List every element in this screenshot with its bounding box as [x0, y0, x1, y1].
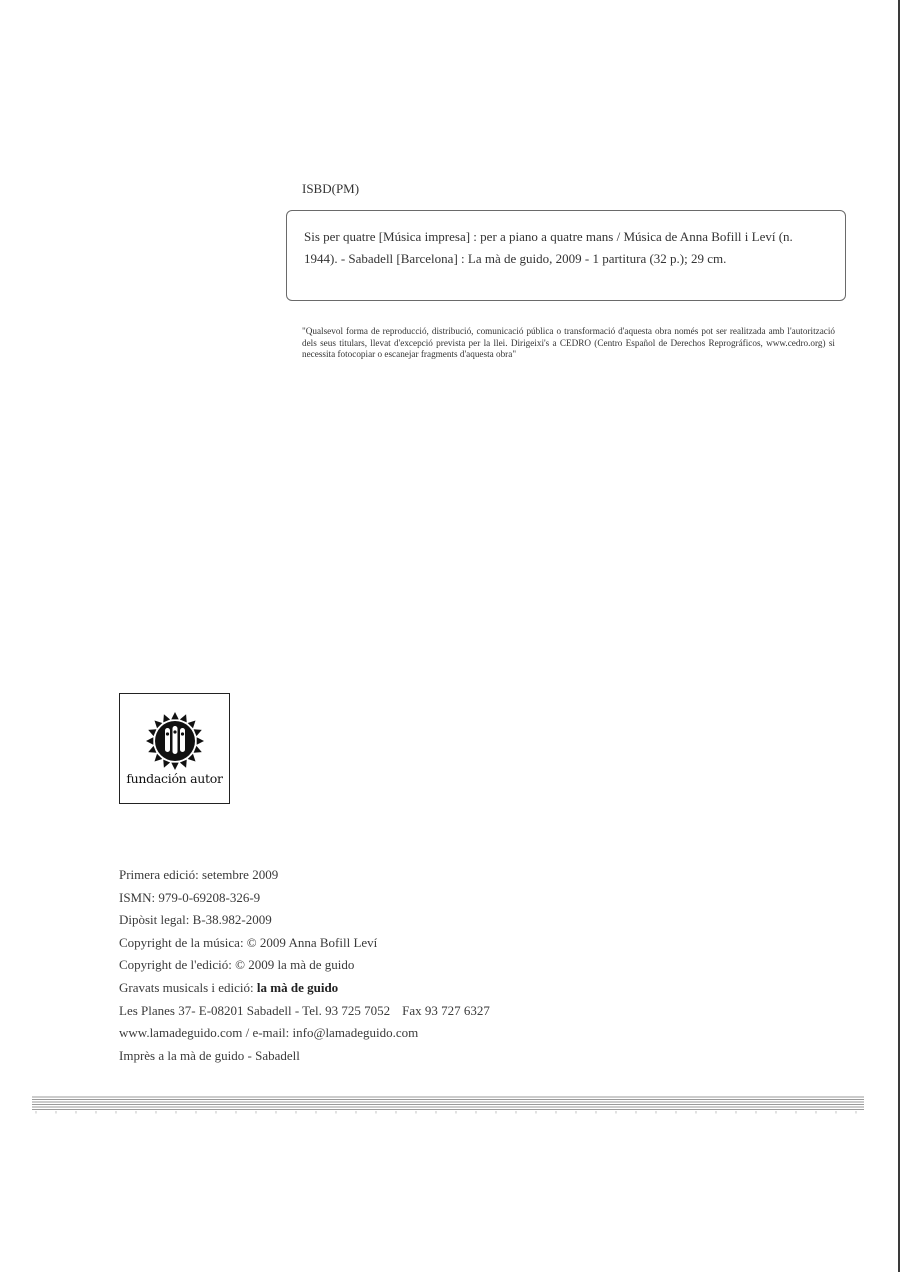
sun-ray: [146, 737, 153, 744]
catalog-record-text: Sis per quatre [Música impresa] : per a piano a quatre mans / Música de Anna Bofill i Leví (n. 1944). - Sabadell [Barcelona] : La mà de guido, 2009 - 1 partitura (32 p.); 29 cm.: [304, 229, 793, 266]
sun-ray: [180, 714, 187, 722]
sun-ray: [194, 729, 202, 736]
engraving-label: Gravats musicals i edició:: [119, 979, 257, 995]
fundacion-autor-sun-icon: [144, 710, 206, 772]
rights-notice: "Qualsevol forma de reproducció, distribució, comunicació pública o transformació d'aquesta obra només pot ser realitzada amb l'autorització dels seus titulars, llevat d'excepció prevista per la llei. Dirigeixi's a CEDRO (Centro Español de Derechos Reprográficos, www.cedro.org) si necessita fotocopiar o escanejar fragments d'aquesta obra": [302, 326, 835, 360]
printed-at: Imprès a la mà de guido - Sabadell: [119, 1047, 300, 1063]
legal-deposit: Dipòsit legal: B-38.982-2009: [119, 912, 272, 928]
bottom-decorative-rule: [32, 1095, 864, 1114]
sun-ray: [148, 729, 156, 736]
sun-ray: [163, 714, 170, 722]
address: Les Planes 37- E-08201 Sabadell - Tel. 93 725 7052: [119, 1002, 391, 1018]
sun-ray: [180, 760, 187, 768]
web-email: www.lamadeguido.com / e-mail: info@lamadeguido.com: [119, 1025, 419, 1041]
sun-ray: [163, 760, 170, 768]
first-edition: Primera edició: setembre 2009: [119, 867, 279, 882]
colophon: [119, 864, 490, 1067]
sun-ray: [171, 712, 178, 719]
sun-ray: [171, 763, 178, 770]
sun-ray: [194, 746, 202, 753]
music-copyright: Copyright de la música: © 2009 Anna Bofill Leví: [119, 934, 378, 950]
publisher-name: la mà de guido: [256, 979, 339, 995]
sun-ray: [148, 746, 156, 753]
engraving-credit: [119, 977, 490, 1000]
logo-wordmark: fundación autor: [126, 771, 223, 786]
catalog-record-box: [286, 210, 846, 301]
isbd-label: ISBD(PM): [302, 181, 360, 196]
sun-ray: [197, 737, 204, 744]
address-line: [119, 1000, 490, 1023]
edition-copyright: Copyright de l'edició: © 2009 la mà de guido: [119, 957, 355, 973]
fundacion-autor-logo: [119, 693, 230, 804]
fax: Fax 93 727 6327: [402, 1002, 490, 1018]
ismn: ISMN: 979-0-69208-326-9: [119, 889, 261, 905]
